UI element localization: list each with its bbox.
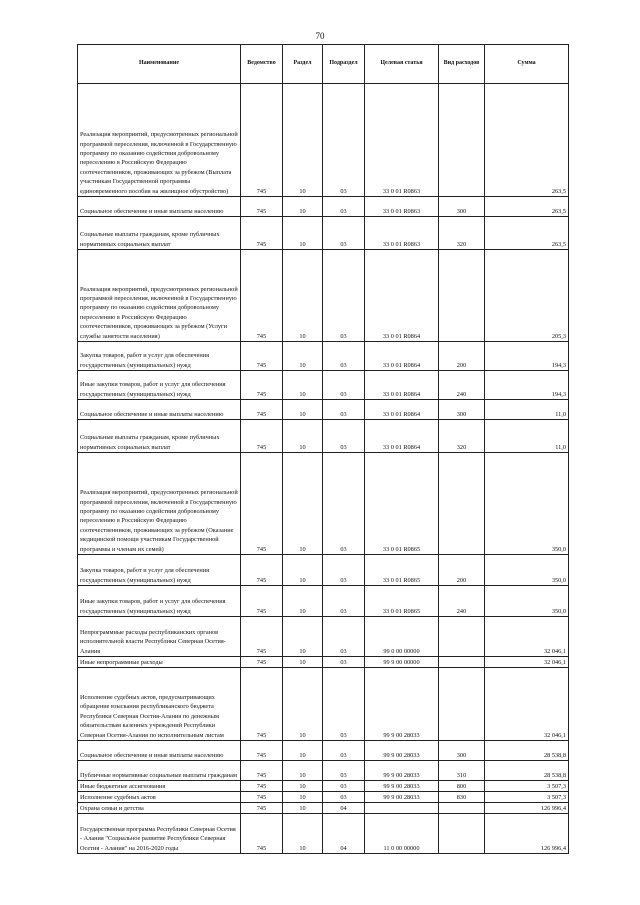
row-podr: 03 xyxy=(323,84,365,197)
row-sum: 3 507,3 xyxy=(485,781,569,792)
row-cs: 99 9 00 28033 xyxy=(365,781,439,792)
row-sum: 28 538,8 xyxy=(485,761,569,781)
row-ved: 745 xyxy=(241,792,283,803)
row-podr: 03 xyxy=(323,781,365,792)
row-name: Охрана семьи и детства xyxy=(78,803,241,814)
row-name: Реализация мероприятий, предусмотренных региональной программой переселения, включенной в Государственную программу по оказанию содействия добровольному переселению в Российскую Федерацию соотечественников, проживающих за рубежом (Услуги службы занятости населения) xyxy=(78,250,241,342)
row-ved: 745 xyxy=(241,250,283,342)
row-razd: 10 xyxy=(283,371,323,400)
row-vr xyxy=(439,453,485,555)
row-sum: 126 996,4 xyxy=(485,803,569,814)
table-row xyxy=(78,803,569,814)
row-vr: 240 xyxy=(439,371,485,400)
row-razd: 10 xyxy=(283,668,323,741)
row-name: Иные непрограммные расходы xyxy=(78,657,241,668)
row-name: Социальные выплаты гражданам, кроме публичных нормативных социальных выплат xyxy=(78,420,241,453)
row-razd: 10 xyxy=(283,250,323,342)
row-cs: 33 0 01 R0864 xyxy=(365,250,439,342)
row-ved: 745 xyxy=(241,217,283,250)
row-ved: 745 xyxy=(241,657,283,668)
row-razd: 10 xyxy=(283,803,323,814)
row-cs: 33 0 01 R0864 xyxy=(365,400,439,420)
row-name: Иные закупки товаров, работ и услуг для обеспечения государственных (муниципальных) нужд xyxy=(78,371,241,400)
table-row xyxy=(78,217,569,250)
row-sum: 32 046,1 xyxy=(485,668,569,741)
row-ved: 745 xyxy=(241,400,283,420)
table-row xyxy=(78,555,569,586)
row-name: Иные бюджетные ассигнования xyxy=(78,781,241,792)
row-cs: 33 0 01 R0863 xyxy=(365,217,439,250)
row-cs: 11 0 00 00000 xyxy=(365,814,439,854)
row-podr: 03 xyxy=(323,792,365,803)
row-cs: 99 9 00 28033 xyxy=(365,761,439,781)
row-podr: 03 xyxy=(323,668,365,741)
row-sum: 126 996,4 xyxy=(485,814,569,854)
row-cs: 33 0 01 R0864 xyxy=(365,342,439,371)
row-name: Закупка товаров, работ и услуг для обеспечения государственных (муниципальных) нужд xyxy=(78,342,241,371)
row-sum: 11,0 xyxy=(485,420,569,453)
page-number: 70 xyxy=(315,31,325,41)
row-vr xyxy=(439,617,485,657)
row-razd: 10 xyxy=(283,342,323,371)
row-razd: 10 xyxy=(283,781,323,792)
row-name: Социальное обеспечение и иные выплаты населению xyxy=(78,400,241,420)
row-vr: 800 xyxy=(439,781,485,792)
table-row xyxy=(78,741,569,761)
row-vr: 200 xyxy=(439,555,485,586)
row-vr xyxy=(439,250,485,342)
row-ved: 745 xyxy=(241,84,283,197)
row-name: Исполнение судебных актов xyxy=(78,792,241,803)
row-podr: 03 xyxy=(323,761,365,781)
row-sum: 28 538,8 xyxy=(485,741,569,761)
row-name: Непрограммные расходы республиканских органов исполнительной власти Республики Северная Осетия-Алания xyxy=(78,617,241,657)
row-ved: 745 xyxy=(241,555,283,586)
row-razd: 10 xyxy=(283,657,323,668)
row-sum: 194,3 xyxy=(485,342,569,371)
row-name: Публичные нормативные социальные выплаты гражданам xyxy=(78,761,241,781)
table-row xyxy=(78,250,569,342)
table-row xyxy=(78,781,569,792)
row-cs: 99 0 00 00000 xyxy=(365,617,439,657)
row-ved: 745 xyxy=(241,814,283,854)
row-razd: 10 xyxy=(283,197,323,217)
row-razd: 10 xyxy=(283,555,323,586)
row-razd: 10 xyxy=(283,586,323,617)
table-header-row xyxy=(78,45,569,84)
row-razd: 10 xyxy=(283,792,323,803)
table-row xyxy=(78,617,569,657)
row-vr: 240 xyxy=(439,586,485,617)
row-podr: 03 xyxy=(323,420,365,453)
row-sum: 350,0 xyxy=(485,555,569,586)
table-row xyxy=(78,761,569,781)
row-ved: 745 xyxy=(241,586,283,617)
row-ved: 745 xyxy=(241,420,283,453)
row-ved: 745 xyxy=(241,342,283,371)
row-sum: 32 046,1 xyxy=(485,657,569,668)
row-cs: 33 0 01 R0865 xyxy=(365,586,439,617)
table-row xyxy=(78,792,569,803)
table-row xyxy=(78,197,569,217)
row-ved: 745 xyxy=(241,761,283,781)
row-vr xyxy=(439,668,485,741)
row-razd: 10 xyxy=(283,761,323,781)
row-cs: 99 9 00 00000 xyxy=(365,657,439,668)
header-cs: Целевая статья xyxy=(365,45,439,84)
row-vr: 830 xyxy=(439,792,485,803)
header-vr: Вид расходов xyxy=(439,45,485,84)
row-name: Социальное обеспечение и иные выплаты населению xyxy=(78,741,241,761)
row-cs: 33 0 01 R0865 xyxy=(365,555,439,586)
row-name: Социальное обеспечение и иные выплаты населению xyxy=(78,197,241,217)
row-podr: 03 xyxy=(323,342,365,371)
row-vr: 300 xyxy=(439,741,485,761)
header-podr: Подраздел xyxy=(323,45,365,84)
row-ved: 745 xyxy=(241,741,283,761)
table-row xyxy=(78,453,569,555)
row-sum: 11,0 xyxy=(485,400,569,420)
row-ved: 745 xyxy=(241,781,283,792)
row-cs: 99 9 00 28033 xyxy=(365,668,439,741)
row-sum: 263,5 xyxy=(485,84,569,197)
row-vr xyxy=(439,657,485,668)
row-ved: 745 xyxy=(241,197,283,217)
row-podr: 03 xyxy=(323,741,365,761)
row-razd: 10 xyxy=(283,217,323,250)
table-row xyxy=(78,84,569,197)
row-podr: 03 xyxy=(323,371,365,400)
budget-table xyxy=(77,44,569,854)
row-podr: 04 xyxy=(323,814,365,854)
row-name: Государственная программа Республики Северная Осетия - Алания "Социальное развитие Республики Северная Осетия - Алания" на 2016-2020 годы xyxy=(78,814,241,854)
row-vr xyxy=(439,84,485,197)
row-sum: 263,5 xyxy=(485,217,569,250)
row-cs: 33 0 01 R0865 xyxy=(365,453,439,555)
table-row xyxy=(78,400,569,420)
row-ved: 745 xyxy=(241,453,283,555)
row-ved: 745 xyxy=(241,668,283,741)
table-row xyxy=(78,342,569,371)
row-razd: 10 xyxy=(283,84,323,197)
row-cs: 33 0 01 R0864 xyxy=(365,420,439,453)
row-sum: 263,5 xyxy=(485,197,569,217)
row-vr: 310 xyxy=(439,761,485,781)
row-sum: 350,0 xyxy=(485,586,569,617)
row-ved: 745 xyxy=(241,803,283,814)
row-razd: 10 xyxy=(283,420,323,453)
row-vr: 320 xyxy=(439,217,485,250)
row-podr: 03 xyxy=(323,400,365,420)
row-sum: 205,3 xyxy=(485,250,569,342)
table-row xyxy=(78,371,569,400)
row-podr: 03 xyxy=(323,617,365,657)
header-razd: Раздел xyxy=(283,45,323,84)
row-vr xyxy=(439,814,485,854)
row-podr: 03 xyxy=(323,555,365,586)
row-cs xyxy=(365,803,439,814)
row-name: Социальные выплаты гражданам, кроме публичных нормативных социальных выплат xyxy=(78,217,241,250)
row-ved: 745 xyxy=(241,371,283,400)
row-vr xyxy=(439,803,485,814)
row-podr: 03 xyxy=(323,657,365,668)
row-name: Закупка товаров, работ и услуг для обеспечения государственных (муниципальных) нужд xyxy=(78,555,241,586)
table-row xyxy=(78,586,569,617)
row-cs: 99 9 00 28033 xyxy=(365,792,439,803)
row-podr: 03 xyxy=(323,250,365,342)
table-row xyxy=(78,668,569,741)
row-podr: 04 xyxy=(323,803,365,814)
header-ved: Ведомство xyxy=(241,45,283,84)
row-razd: 10 xyxy=(283,814,323,854)
row-vr: 200 xyxy=(439,342,485,371)
row-name: Исполнение судебных актов, предусматривающих обращение взыскания республиканского бюджета Республики Северная Осетия-Алания по денежным обязательствам казенных учреждений Республики Северная Осетия-Алания по исполнительным листам xyxy=(78,668,241,741)
row-podr: 03 xyxy=(323,453,365,555)
row-podr: 03 xyxy=(323,197,365,217)
row-name: Иные закупки товаров, работ и услуг для обеспечения государственных (муниципальных) нужд xyxy=(78,586,241,617)
row-cs: 33 0 01 R0864 xyxy=(365,371,439,400)
row-vr: 300 xyxy=(439,197,485,217)
table-row xyxy=(78,657,569,668)
row-name: Реализация мероприятий, предусмотренных региональной программой переселения, включенной в Государственную программу по оказанию содействия добровольному переселению в Российскую Федерацию соотечественников, проживающих за рубежом (Выплата участникам Государственной программы единовременного пособия на жилищное обустройство) xyxy=(78,84,241,197)
row-razd: 10 xyxy=(283,453,323,555)
row-ved: 745 xyxy=(241,617,283,657)
row-razd: 10 xyxy=(283,400,323,420)
row-cs: 33 0 01 R0863 xyxy=(365,197,439,217)
table-row xyxy=(78,814,569,854)
row-sum: 350,0 xyxy=(485,453,569,555)
row-sum: 3 507,3 xyxy=(485,792,569,803)
row-vr: 300 xyxy=(439,400,485,420)
row-sum: 194,3 xyxy=(485,371,569,400)
row-sum: 32 046,1 xyxy=(485,617,569,657)
header-sum: Сумма xyxy=(485,45,569,84)
row-podr: 03 xyxy=(323,217,365,250)
table-row xyxy=(78,420,569,453)
row-razd: 10 xyxy=(283,741,323,761)
header-name: Наименование xyxy=(78,45,241,84)
row-name: Реализация мероприятий, предусмотренных региональной программой переселения, включенной в Государственную программу по оказанию содействия добровольному переселению в Российскую Федерацию соотечественников, проживающих за рубежом (Оказание медицинской помощи участникам Государственной программы и членам их семей) xyxy=(78,453,241,555)
row-podr: 03 xyxy=(323,586,365,617)
row-vr: 320 xyxy=(439,420,485,453)
row-cs: 99 9 00 28033 xyxy=(365,741,439,761)
row-razd: 10 xyxy=(283,617,323,657)
row-cs: 33 0 01 R0863 xyxy=(365,84,439,197)
